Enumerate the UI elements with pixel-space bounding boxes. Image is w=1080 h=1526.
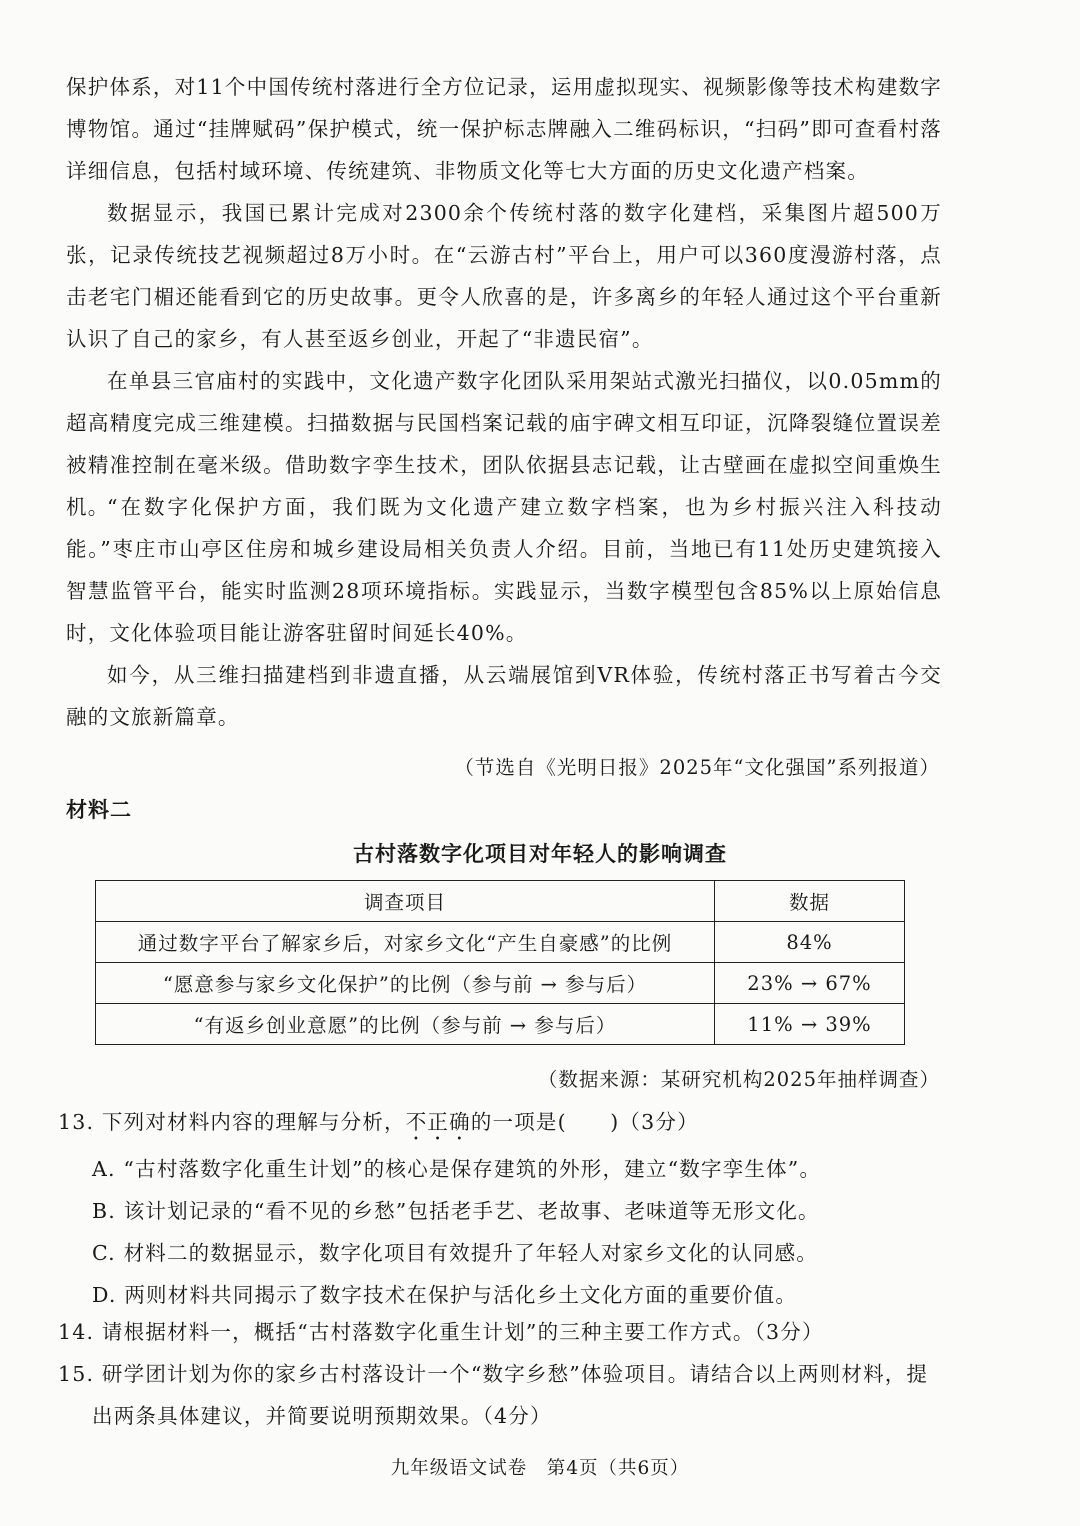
table-row <box>96 963 905 1004</box>
question-13-prefix: 13. 下列对材料内容的理解与分析， <box>58 1110 406 1134</box>
question-15-line-2: 出两条具体建议，并简要说明预期效果。（4分） <box>92 1404 552 1428</box>
table-cell-item: “有返乡创业意愿”的比例（参与前 → 参与后） <box>96 1004 715 1045</box>
material1-paragraph-1: 保护体系，对11个中国传统村落进行全方位记录，运用虚拟现实、视频影像等技术构建数字博物馆。通过“挂牌赋码”保护模式，统一保护标志牌融入二维码标识，“扫码”即可查看村落详细信息，包括村域环境、传统建筑、非物质文化等七大方面的历史文化遗产档案。 <box>66 75 942 183</box>
table-cell-item: “愿意参与家乡文化保护”的比例（参与前 → 参与后） <box>96 963 715 1004</box>
material1-paragraph-4: “在数字化保护方面，我们既为文化遗产建立数字档案，也为乡村振兴注入科技动能。”枣庄市山亭区住房和城乡建设局相关负责人介绍。目前，当地已有11处历史建筑接入智慧监管平台，能实时监测28项环境指标。实践显示，当数字模型包含85%以上原始信息时，文化体验项目能让游客驻留时间延长40%。 <box>66 495 942 645</box>
table-cell-data: 84% <box>715 922 905 963</box>
question-14: 14. 请根据材料一，概括“古村落数字化重生计划”的三种主要工作方式。（3分） <box>58 1320 824 1344</box>
material1-source: （节选自《光明日报》2025年“文化强国”系列报道） <box>454 756 940 779</box>
table-row <box>96 922 905 963</box>
table-cell-data: 11% → 39% <box>715 1004 905 1045</box>
question-13-option-a: A. “古村落数字化重生计划”的核心是保存建筑的外形，建立“数字孪生体”。 <box>92 1157 822 1181</box>
question-13-emphasis: 不正确 <box>405 1110 471 1134</box>
table-header-data: 数据 <box>715 881 905 922</box>
question-13-option-d: D. 两则材料共同揭示了数字技术在保护与活化乡土文化方面的重要价值。 <box>92 1283 798 1307</box>
material1-paragraph-3: 在单县三官庙村的实践中，文化遗产数字化团队采用架站式激光扫描仪，以0.05mm的超高精度完成三维建模。扫描数据与民国档案记载的庙宇碑文相互印证，沉降裂缝位置误差被精准控制在毫米级。借助数字孪生技术，团队依据县志记载，让古壁画在虚拟空间重焕生机。 <box>66 369 942 519</box>
material2-heading: 材料二 <box>66 797 132 822</box>
question-13-option-c: C. 材料二的数据显示，数字化项目有效提升了年轻人对家乡文化的认同感。 <box>92 1241 818 1265</box>
survey-table <box>95 880 905 1045</box>
material1-paragraph-2: 数据显示，我国已累计完成对2300余个传统村落的数字化建档，采集图片超500万张，记录传统技艺视频超过8万小时。在“云游古村”平台上，用户可以360度漫游村落，点击老宅门楣还能看到它的历史故事。更令人欣喜的是，许多离乡的年轻人通过这个平台重新认识了自己的家乡，有人甚至返乡创业，开起了“非遗民宿”。 <box>66 201 942 351</box>
table-row <box>96 1004 905 1045</box>
table-title: 古村落数字化项目对年轻人的影响调查 <box>353 841 727 866</box>
table-header-item: 调查项目 <box>96 881 715 922</box>
question-15-line-1: 15. 研学团计划为你的家乡古村落设计一个“数字乡愁”体验项目。请结合以上两则材料，提 <box>58 1362 929 1386</box>
page-footer: 九年级语文试卷 第4页（共6页） <box>390 1458 690 1479</box>
question-13-suffix: 的一项是( )（3分） <box>470 1110 699 1134</box>
material1-paragraph-5: 如今，从三维扫描建档到非遗直播，从云端展馆到VR体验，传统村落正书写着古今交融的文旅新篇章。 <box>66 663 942 729</box>
question-13 <box>58 1101 699 1145</box>
table-cell-data: 23% → 67% <box>715 963 905 1004</box>
material2-source: （数据来源：某研究机构2025年抽样调查） <box>537 1068 940 1091</box>
question-13-option-b: B. 该计划记录的“看不见的乡愁”包括老手艺、老故事、老味道等无形文化。 <box>92 1199 820 1223</box>
table-header-row <box>96 881 905 922</box>
table-cell-item: 通过数字平台了解家乡后，对家乡文化“产生自豪感”的比例 <box>96 922 715 963</box>
